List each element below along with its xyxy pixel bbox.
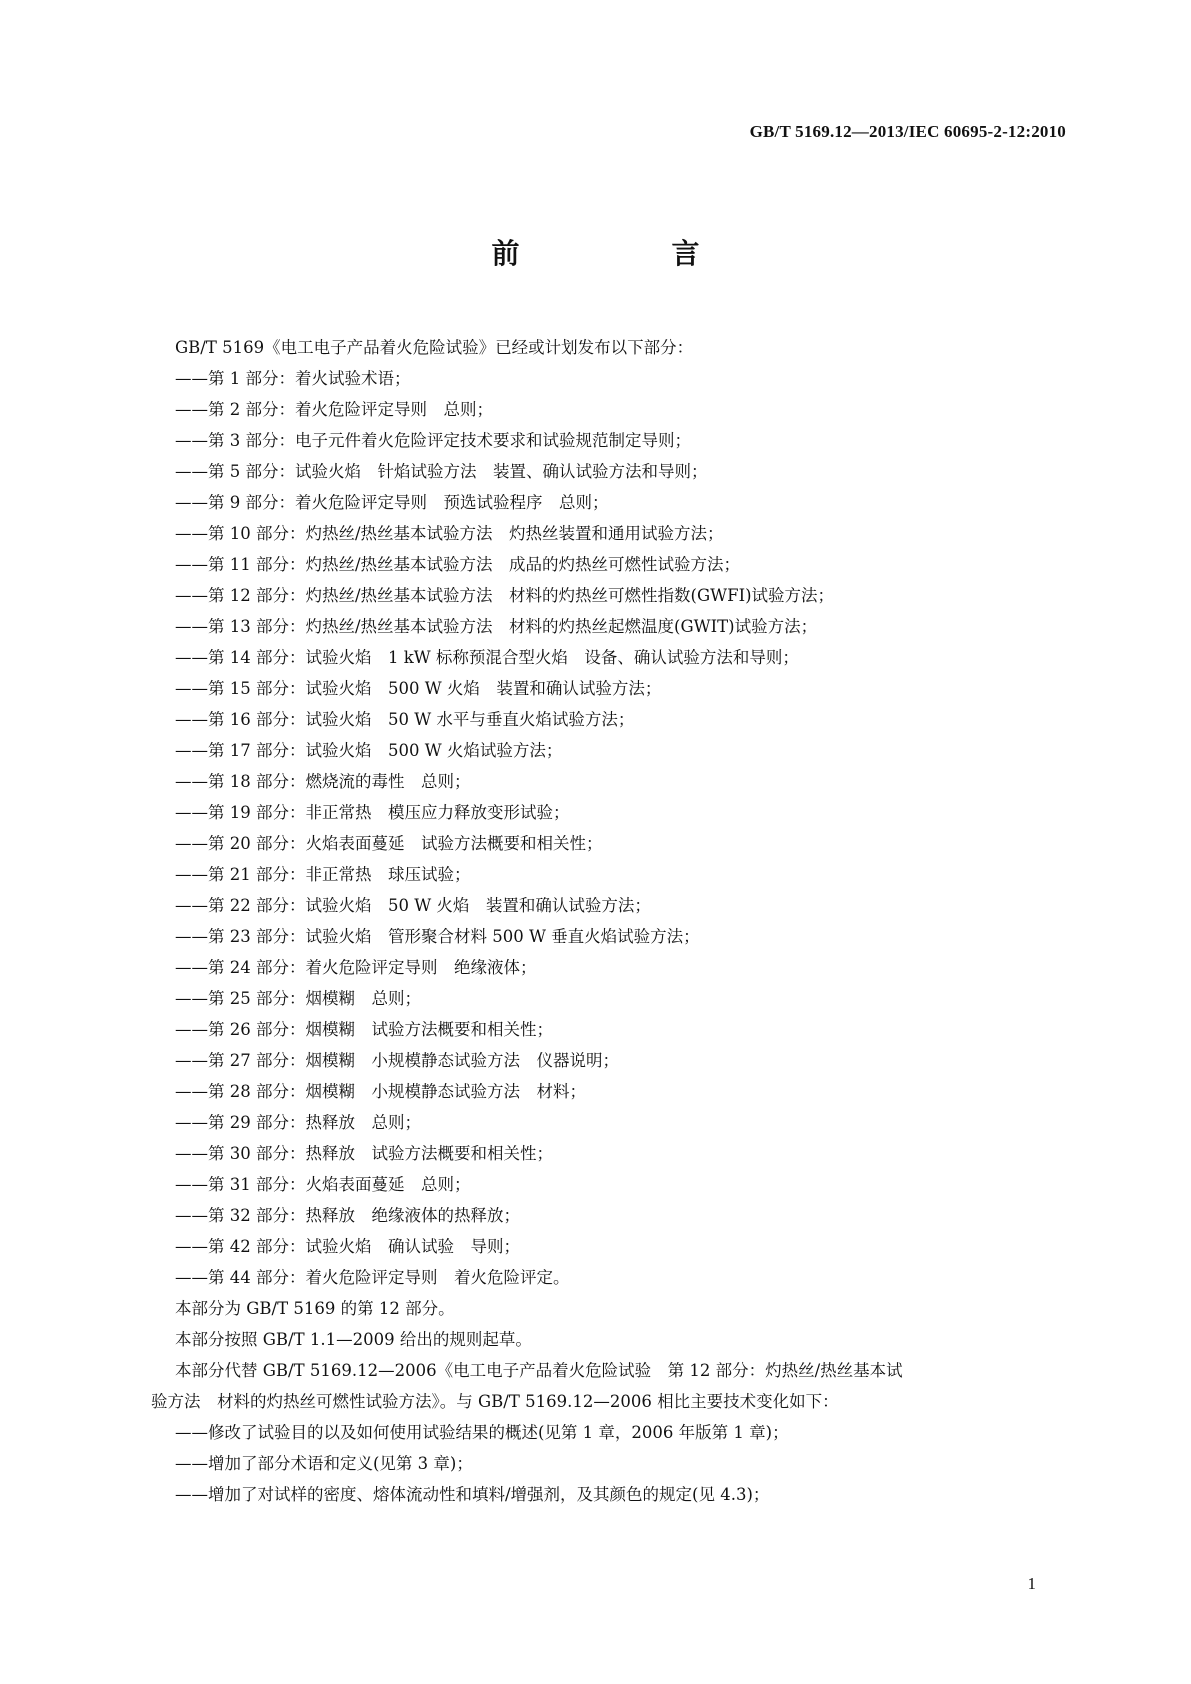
list-item: ——第 30 部分：热释放 试验方法概要和相关性； (175, 1144, 553, 1163)
list-item: ——第 22 部分：试验火焰 50 W 火焰 装置和确认试验方法； (175, 896, 651, 915)
list-item: ——增加了对试样的密度、熔体流动性和填料/增强剂，及其颜色的规定(见 4.3)； (175, 1485, 770, 1504)
list-item: ——第 27 部分：烟模糊 小规模静态试验方法 仪器说明； (175, 1051, 619, 1070)
list-item: ——第 18 部分：燃烧流的毒性 总则； (175, 772, 471, 791)
list-item: ——第 13 部分：灼热丝/热丝基本试验方法 材料的灼热丝起燃温度(GWIT)试验方法； (175, 617, 818, 636)
intro-paragraph: GB/T 5169《电工电子产品着火危险试验》已经或计划发布以下部分： (175, 338, 694, 357)
statement-replaces-continued: 验方法 材料的灼热丝可燃性试验方法》。与 GB/T 5169.12—2006 相比主要技术变化如下： (151, 1392, 839, 1411)
list-item: ——第 1 部分：着火试验术语； (175, 369, 411, 388)
list-item: ——第 24 部分：着火危险评定导则 绝缘液体； (175, 958, 537, 977)
statement-part-of: 本部分为 GB/T 5169 的第 12 部分。 (175, 1299, 455, 1318)
list-item: ——第 3 部分：电子元件着火危险评定技术要求和试验规范制定导则； (175, 431, 691, 450)
standard-code: GB/T 5169.12—2013/IEC 60695-2-12:2010 (749, 122, 1066, 141)
statement-drafting: 本部分按照 GB/T 1.1—2009 给出的规则起草。 (175, 1330, 532, 1349)
list-item: ——第 25 部分：烟模糊 总则； (175, 989, 421, 1008)
list-item: ——第 17 部分：试验火焰 500 W 火焰试验方法； (175, 741, 563, 760)
list-item: ——第 20 部分：火焰表面蔓延 试验方法概要和相关性； (175, 834, 603, 853)
list-item: ——第 11 部分：灼热丝/热丝基本试验方法 成品的灼热丝可燃性试验方法； (175, 555, 741, 574)
list-item: ——增加了部分术语和定义(见第 3 章)； (175, 1454, 473, 1473)
list-item: ——第 12 部分：灼热丝/热丝基本试验方法 材料的灼热丝可燃性指数(GWFI)试验方法； (175, 586, 835, 605)
list-item: ——第 28 部分：烟模糊 小规模静态试验方法 材料； (175, 1082, 586, 1101)
list-item: ——第 15 部分：试验火焰 500 W 火焰 装置和确认试验方法； (175, 679, 662, 698)
list-item: ——第 29 部分：热释放 总则； (175, 1113, 421, 1132)
list-item: ——第 32 部分：热释放 绝缘液体的热释放； (175, 1206, 520, 1225)
body-text (151, 332, 1065, 1510)
list-item: ——第 2 部分：着火危险评定导则 总则； (175, 400, 493, 419)
list-item: ——第 23 部分：试验火焰 管形聚合材料 500 W 垂直火焰试验方法； (175, 927, 700, 946)
list-item: ——第 19 部分：非正常热 模压应力释放变形试验； (175, 803, 570, 822)
list-item: ——第 31 部分：火焰表面蔓延 总则； (175, 1175, 471, 1194)
list-item: ——第 44 部分：着火危险评定导则 着火危险评定。 (175, 1268, 570, 1287)
list-item: ——修改了试验目的以及如何使用试验结果的概述(见第 1 章，2006 年版第 1 章)； (175, 1423, 789, 1442)
page-title: 前 言 (491, 237, 762, 270)
list-item: ——第 42 部分：试验火焰 确认试验 导则； (175, 1237, 520, 1256)
list-item: ——第 16 部分：试验火焰 50 W 水平与垂直火焰试验方法； (175, 710, 635, 729)
list-item: ——第 5 部分：试验火焰 针焰试验方法 装置、确认试验方法和导则； (175, 462, 708, 481)
list-item: ——第 10 部分：灼热丝/热丝基本试验方法 灼热丝装置和通用试验方法； (175, 524, 724, 543)
page-number: 1 (1027, 1574, 1036, 1593)
changes-list (175, 1417, 1065, 1510)
list-item: ——第 21 部分：非正常热 球压试验； (175, 865, 471, 884)
list-item: ——第 14 部分：试验火焰 1 kW 标称预混合型火焰 设备、确认试验方法和导则； (175, 648, 799, 667)
parts-list (175, 363, 1065, 1293)
list-item: ——第 9 部分：着火危险评定导则 预选试验程序 总则； (175, 493, 609, 512)
statement-replaces: 本部分代替 GB/T 5169.12—2006《电工电子产品着火危险试验 第 12 部分：灼热丝/热丝基本试 (175, 1361, 903, 1380)
list-item: ——第 26 部分：烟模糊 试验方法概要和相关性； (175, 1020, 553, 1039)
